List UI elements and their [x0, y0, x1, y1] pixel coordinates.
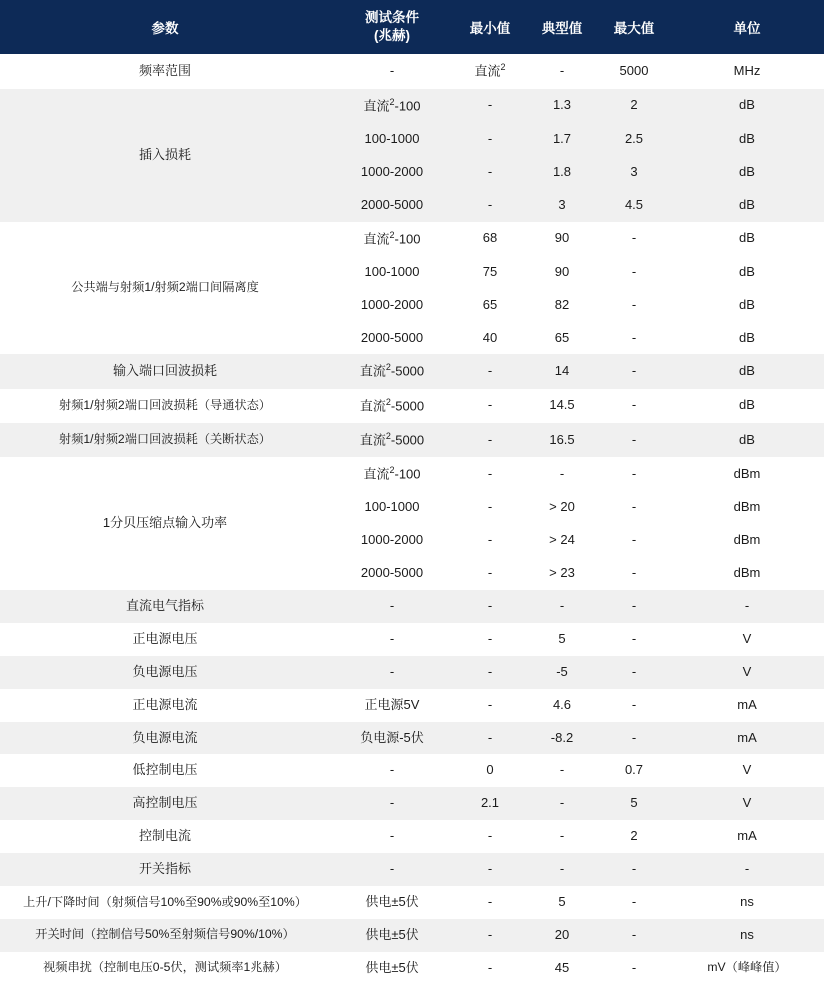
cell-parameter: 负电源电流: [0, 722, 330, 755]
cell-condition: -: [330, 853, 454, 886]
cell-unit: dB: [670, 123, 824, 156]
cell-min: 40: [454, 322, 526, 355]
table-row: [0, 754, 824, 787]
table-row: [0, 886, 824, 919]
cell-min: -: [454, 491, 526, 524]
cell-unit: -: [670, 590, 824, 623]
table-row: [0, 623, 824, 656]
cell-max: -: [598, 590, 670, 623]
table-row: [0, 590, 824, 623]
cell-unit: -: [670, 853, 824, 886]
cell-condition: 直流$^2$-5000: [330, 389, 454, 423]
cell-condition: -: [330, 54, 454, 88]
cell-max: 5000: [598, 54, 670, 88]
cell-min: -: [454, 423, 526, 457]
cell-unit: dB: [670, 322, 824, 355]
table-row: [0, 820, 824, 853]
cell-unit: V: [670, 656, 824, 689]
cell-typ: 16.5: [526, 423, 598, 457]
cell-min: -: [454, 919, 526, 952]
cell-unit: MHz: [670, 54, 824, 88]
cell-unit: V: [670, 754, 824, 787]
cell-condition: 2000-5000: [330, 189, 454, 222]
cell-condition: 1000-2000: [330, 156, 454, 189]
cell-unit: dB: [670, 256, 824, 289]
cell-unit: dBm: [670, 457, 824, 491]
column-header-condition-line1: 测试条件: [365, 10, 419, 25]
cell-unit: dB: [670, 289, 824, 322]
cell-typ: -8.2: [526, 722, 598, 755]
cell-min: -: [454, 389, 526, 423]
table-row: [0, 89, 824, 123]
cell-condition: 直流$^2$-100: [330, 222, 454, 256]
cell-condition: 2000-5000: [330, 557, 454, 590]
cell-parameter: 低控制电压: [0, 754, 330, 787]
cell-condition: -: [330, 623, 454, 656]
table-row: [0, 952, 824, 985]
cell-unit: mV（峰峰值）: [670, 952, 824, 985]
cell-typ: -: [526, 853, 598, 886]
cell-max: -: [598, 457, 670, 491]
cell-min: -: [454, 189, 526, 222]
cell-typ: 45: [526, 952, 598, 985]
cell-typ: -5: [526, 656, 598, 689]
cell-parameter: 频率范围: [0, 54, 330, 88]
column-header-typ: 典型值: [526, 0, 598, 54]
cell-typ: > 23: [526, 557, 598, 590]
cell-min: 65: [454, 289, 526, 322]
cell-parameter: 输入端口回波损耗: [0, 354, 330, 388]
cell-min: -: [454, 656, 526, 689]
cell-min: -: [454, 123, 526, 156]
cell-condition: -: [330, 590, 454, 623]
cell-parameter: 高控制电压: [0, 787, 330, 820]
cell-max: -: [598, 256, 670, 289]
cell-max: -: [598, 919, 670, 952]
cell-typ: 5: [526, 886, 598, 919]
cell-unit: ns: [670, 919, 824, 952]
cell-unit: dB: [670, 389, 824, 423]
cell-min: 0: [454, 754, 526, 787]
cell-max: -: [598, 354, 670, 388]
cell-max: 0.7: [598, 754, 670, 787]
cell-unit: dB: [670, 354, 824, 388]
cell-typ: 90: [526, 222, 598, 256]
table-row: [0, 389, 824, 423]
cell-condition: 1000-2000: [330, 524, 454, 557]
cell-min: -: [454, 156, 526, 189]
cell-typ: -: [526, 457, 598, 491]
cell-min: -: [454, 623, 526, 656]
cell-unit: mA: [670, 820, 824, 853]
cell-parameter: 正电源电流: [0, 689, 330, 722]
header-row: [0, 0, 824, 54]
cell-typ: -: [526, 820, 598, 853]
cell-max: -: [598, 491, 670, 524]
cell-condition: 100-1000: [330, 491, 454, 524]
cell-max: -: [598, 289, 670, 322]
cell-min: -: [454, 590, 526, 623]
cell-max: 5: [598, 787, 670, 820]
cell-typ: 90: [526, 256, 598, 289]
cell-unit: mA: [670, 722, 824, 755]
cell-unit: V: [670, 787, 824, 820]
column-header-condition-line2: (兆赫): [374, 28, 410, 44]
cell-unit: dB: [670, 156, 824, 189]
cell-condition: -: [330, 787, 454, 820]
cell-typ: -: [526, 54, 598, 88]
cell-unit: dB: [670, 189, 824, 222]
cell-parameter: 控制电流: [0, 820, 330, 853]
table-row: [0, 222, 824, 256]
cell-unit: dBm: [670, 491, 824, 524]
cell-condition: 负电源-5伏: [330, 722, 454, 755]
cell-max: -: [598, 722, 670, 755]
table-header: [0, 0, 824, 54]
cell-unit: mA: [670, 689, 824, 722]
table-row: [0, 656, 824, 689]
cell-condition: 供电±5伏: [330, 886, 454, 919]
cell-max: -: [598, 853, 670, 886]
cell-parameter: 负电源电压: [0, 656, 330, 689]
cell-unit: dB: [670, 423, 824, 457]
cell-condition: 供电±5伏: [330, 952, 454, 985]
cell-parameter: 直流电气指标: [0, 590, 330, 623]
cell-condition: -: [330, 820, 454, 853]
cell-typ: 14: [526, 354, 598, 388]
cell-parameter: 射频1/射频2端口回波损耗（关断状态）: [0, 423, 330, 457]
cell-max: 2.5: [598, 123, 670, 156]
cell-max: -: [598, 623, 670, 656]
cell-min: -: [454, 557, 526, 590]
cell-typ: -: [526, 590, 598, 623]
cell-max: 2: [598, 89, 670, 123]
cell-condition: 100-1000: [330, 123, 454, 156]
cell-typ: > 20: [526, 491, 598, 524]
table-row: [0, 457, 824, 491]
cell-min: 直流$^2$: [454, 54, 526, 88]
column-header-min: 最小值: [454, 0, 526, 54]
cell-min: -: [454, 886, 526, 919]
cell-max: -: [598, 389, 670, 423]
cell-typ: 1.8: [526, 156, 598, 189]
cell-max: -: [598, 322, 670, 355]
cell-max: -: [598, 886, 670, 919]
cell-unit: dB: [670, 89, 824, 123]
column-header-parameter: 参数: [0, 0, 330, 54]
cell-typ: 65: [526, 322, 598, 355]
cell-min: 2.1: [454, 787, 526, 820]
cell-max: -: [598, 524, 670, 557]
cell-min: -: [454, 952, 526, 985]
cell-min: 75: [454, 256, 526, 289]
cell-min: -: [454, 689, 526, 722]
cell-typ: 3: [526, 189, 598, 222]
table-row: [0, 689, 824, 722]
cell-condition: 直流$^2$-100: [330, 457, 454, 491]
cell-condition: 正电源5V: [330, 689, 454, 722]
cell-min: -: [454, 722, 526, 755]
table-row: [0, 787, 824, 820]
cell-min: 68: [454, 222, 526, 256]
cell-condition: 2000-5000: [330, 322, 454, 355]
cell-parameter: 射频1/射频2端口回波损耗（导通状态）: [0, 389, 330, 423]
table-row: [0, 354, 824, 388]
cell-parameter: 1分贝压缩点输入功率: [0, 457, 330, 590]
cell-typ: > 24: [526, 524, 598, 557]
cell-condition: 供电±5伏: [330, 919, 454, 952]
cell-parameter: 插入损耗: [0, 89, 330, 222]
cell-max: -: [598, 656, 670, 689]
table-row: [0, 722, 824, 755]
cell-min: -: [454, 89, 526, 123]
table-row: [0, 54, 824, 88]
cell-typ: -: [526, 754, 598, 787]
column-header-condition: [330, 0, 454, 54]
cell-condition: 直流$^2$-5000: [330, 354, 454, 388]
cell-typ: 82: [526, 289, 598, 322]
cell-typ: 5: [526, 623, 598, 656]
cell-condition: 直流$^2$-100: [330, 89, 454, 123]
cell-condition: 1000-2000: [330, 289, 454, 322]
cell-min: -: [454, 354, 526, 388]
cell-min: -: [454, 524, 526, 557]
cell-condition: 直流$^2$-5000: [330, 423, 454, 457]
table-row: [0, 423, 824, 457]
cell-max: -: [598, 222, 670, 256]
cell-condition: -: [330, 754, 454, 787]
cell-typ: -: [526, 787, 598, 820]
cell-min: -: [454, 457, 526, 491]
cell-parameter: 开关时间（控制信号50%至射频信号90%/10%）: [0, 919, 330, 952]
cell-typ: 4.6: [526, 689, 598, 722]
cell-condition: 100-1000: [330, 256, 454, 289]
cell-max: -: [598, 557, 670, 590]
cell-unit: ns: [670, 886, 824, 919]
cell-max: -: [598, 423, 670, 457]
cell-unit: dBm: [670, 557, 824, 590]
cell-max: 2: [598, 820, 670, 853]
cell-parameter: 上升/下降时间（射频信号10%至90%或90%至10%）: [0, 886, 330, 919]
cell-min: -: [454, 853, 526, 886]
cell-min: -: [454, 820, 526, 853]
cell-typ: 14.5: [526, 389, 598, 423]
cell-typ: 1.7: [526, 123, 598, 156]
cell-parameter: 视频串扰（控制电压0-5伏，测试频率1兆赫）: [0, 952, 330, 985]
cell-max: -: [598, 689, 670, 722]
table-body: [0, 54, 824, 984]
table-row: [0, 853, 824, 886]
cell-parameter: 开关指标: [0, 853, 330, 886]
cell-unit: dB: [670, 222, 824, 256]
table-row: [0, 919, 824, 952]
cell-max: 3: [598, 156, 670, 189]
cell-parameter: 正电源电压: [0, 623, 330, 656]
cell-unit: V: [670, 623, 824, 656]
cell-max: 4.5: [598, 189, 670, 222]
cell-typ: 1.3: [526, 89, 598, 123]
cell-condition: -: [330, 656, 454, 689]
column-header-unit: 单位: [670, 0, 824, 54]
cell-max: -: [598, 952, 670, 985]
cell-parameter: 公共端与射频1/射频2端口间隔离度: [0, 222, 330, 355]
cell-unit: dBm: [670, 524, 824, 557]
cell-typ: 20: [526, 919, 598, 952]
column-header-max: 最大值: [598, 0, 670, 54]
